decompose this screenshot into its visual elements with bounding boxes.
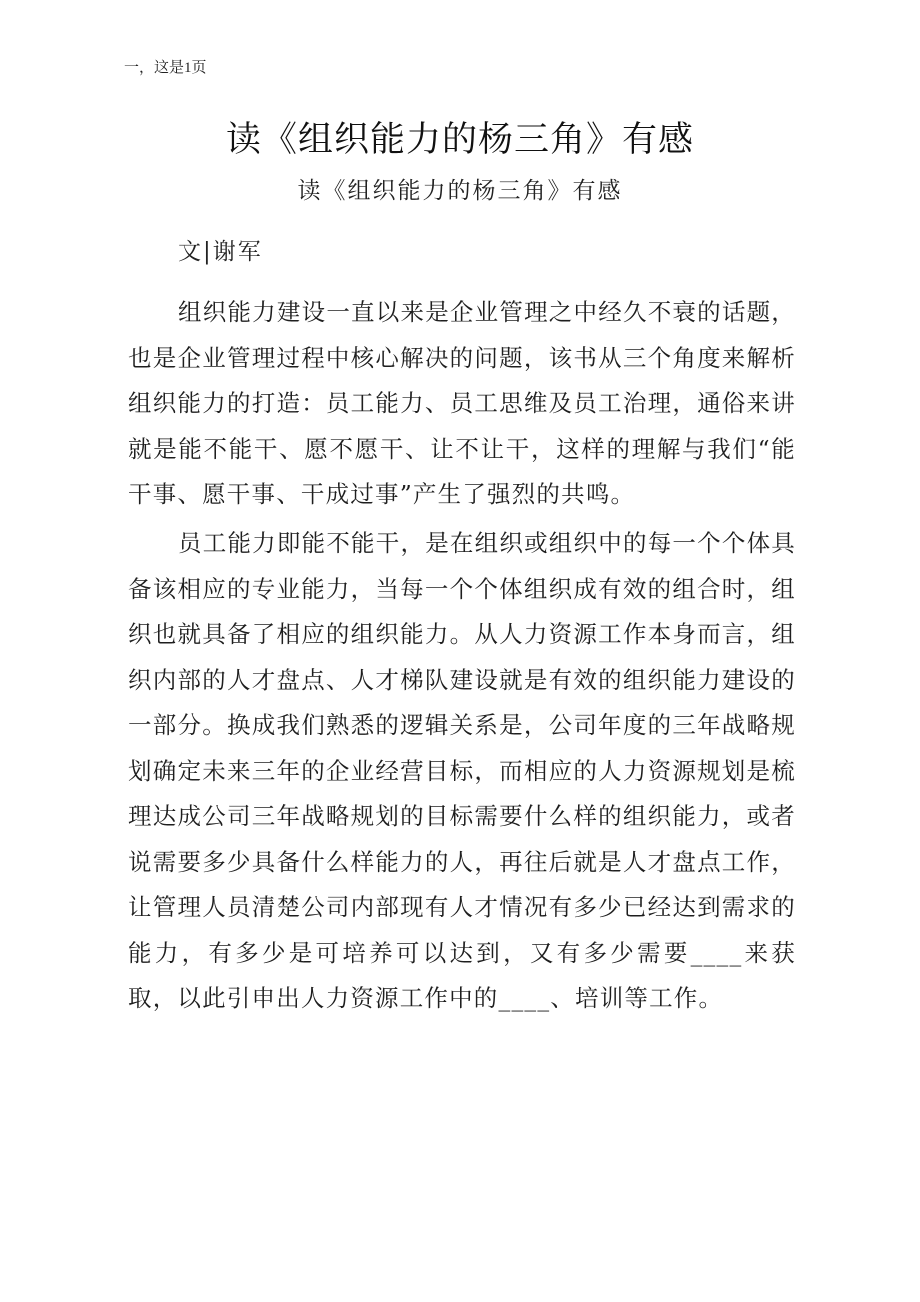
paragraph-1: 组织能力建设一直以来是企业管理之中经久不衰的话题，也是企业管理过程中核心解决的问题，该书从三个角度来解析组织能力的打造：员工能力、员工思维及员工治理，通俗来讲就是能不能干、愿不愿干、让不让干，这样的理解与我们“能干事、愿干事、干成过事”产生了强烈的共鸣。 [128, 298, 796, 508]
document-subtitle: 读《组织能力的杨三角》有感 [297, 178, 623, 204]
author-line: 文|谢军 [178, 239, 263, 265]
document-title: 读《组织能力的杨三角》有感 [225, 120, 694, 160]
page-header-label: 一，这是1页 [124, 60, 207, 76]
paragraph-2: 员工能力即能不能干，是在组织或组织中的每一个个体具备该相应的专业能力，当每一个个体组织成有效的组合时，组织也就具备了相应的组织能力。从人力资源工作本身而言，组织内部的人才盘点、人才梯队建设就是有效的组织能力建设的一部分。换成我们熟悉的逻辑关系是，公司年度的三年战略规划确定未来三年的企业经营目标，而相应的人力资源规划是梳理达成公司三年战略规划的目标需要什么样的组织能力，或者说需要多少具备什么样能力的人，再往后就是人才盘点工作，让管理人员清楚公司内部现有人才情况有多少已经达到需求的能力，有多少是可培养可以达到，又有多少需要____来获取，以此引申出人力资源工作中的____、培训等工作。 [128, 529, 796, 1012]
